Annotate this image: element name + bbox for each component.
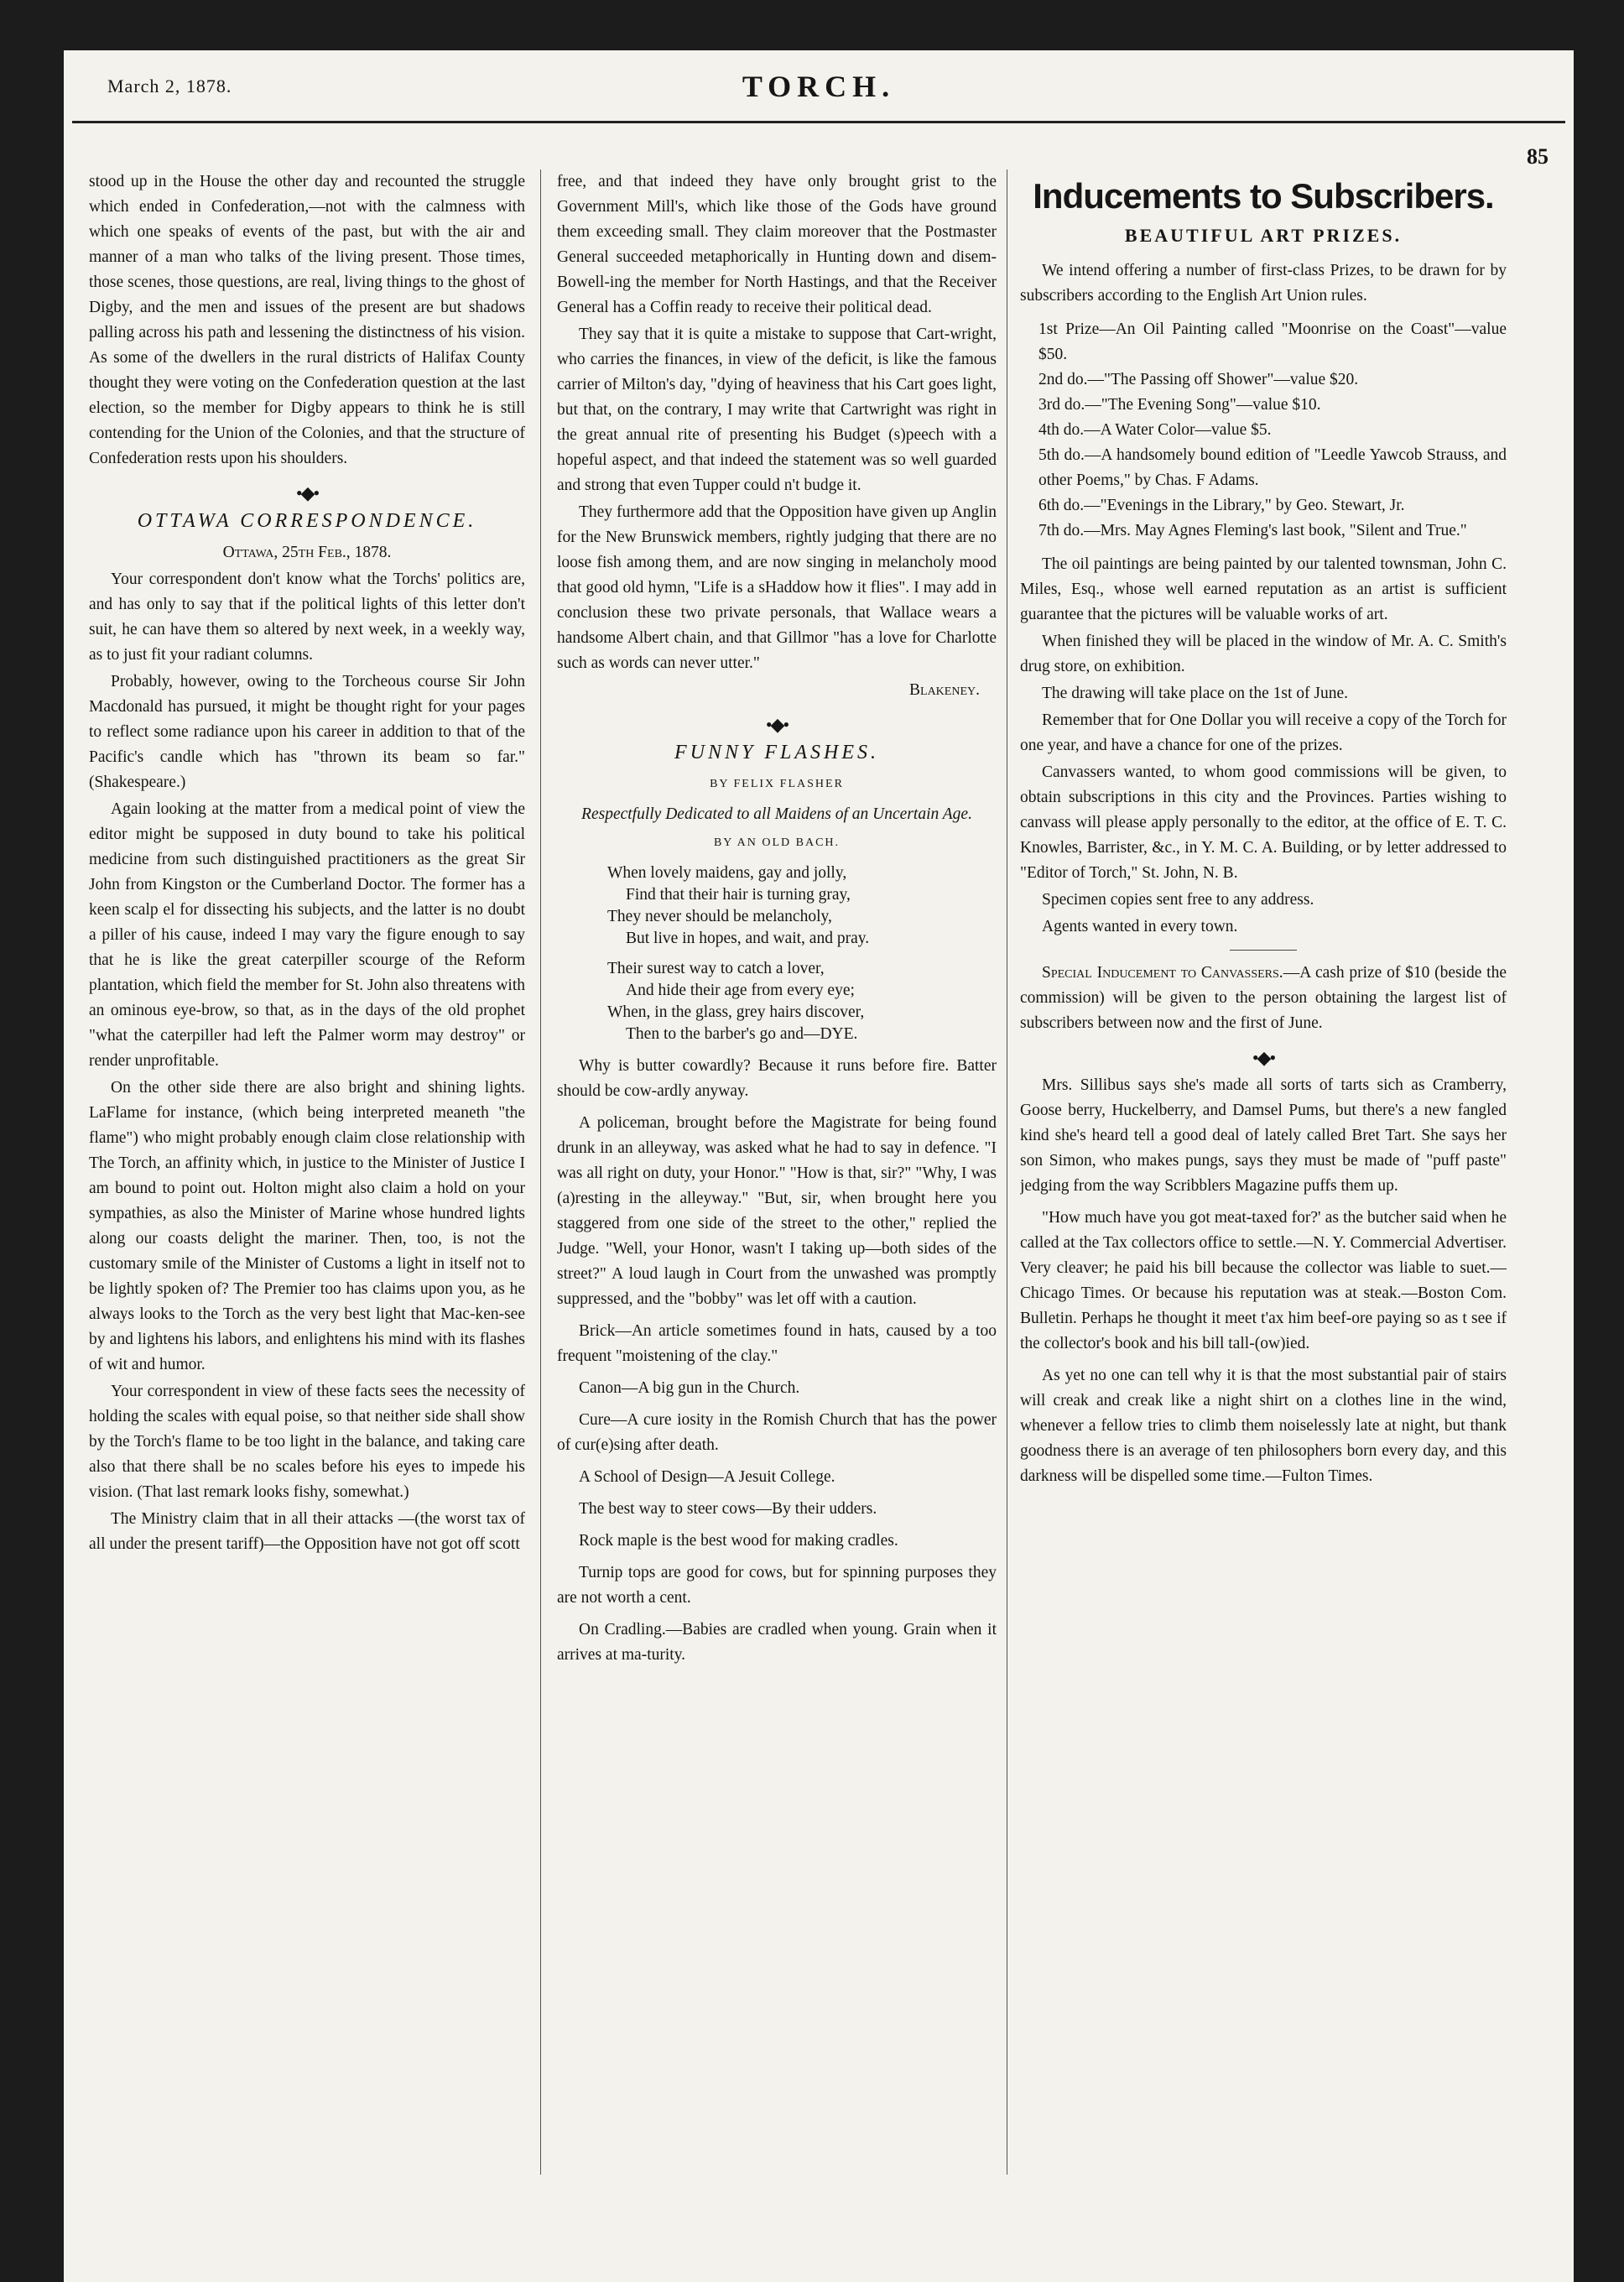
section-heading: OTTAWA CORRESPONDENCE. bbox=[137, 510, 477, 532]
byline: BY FELIX FLASHER bbox=[710, 778, 844, 790]
paragraph: Probably, however, owing to the Torcheous course Sir John Macdonald has pursued, it might be thought right for your pages to reflect some radiance upon his career in addition to that of the Pacific's candle which has "thrown its beam so far." (Shakespeare.) bbox=[89, 673, 525, 791]
paragraph: free, and that indeed they have only brought grist to the Government Mill's, which like those of the Gods have ground them exceeding small. They claim moreover that the Postmaster General succeeded metaphorically in Hunting down and disem-Bowell-ing the member for North Hastings, and that the Receiver General has a Coffin ready to receive their political dead. bbox=[557, 173, 997, 316]
special-notice bbox=[1020, 961, 1507, 1036]
paragraph: stood up in the House the other day and recounted the struggle which ended in Confederation,—not with the calmness with which one speaks of events of the past, but with the air and manner of a man who talks of the living present. Those times, those scenes, those questions, are real, living things to the ghost of Digby, and the men and issues of the present are but shadows palling across his path and lessening the distinctness of his vision. As some of the dwellers in the rural districts of Halifax County thought they were voting on the Confederation question at the last election, so the member for Digby appears to think he is still contending for the Union of the Colonies, and that the structure of Confederation rests upon his shoulders. bbox=[89, 173, 525, 467]
notice-label: Special Inducement to Canvassers. bbox=[1042, 964, 1283, 982]
poem-stanza bbox=[607, 958, 997, 1045]
verse-line: And hide their age from every eye; bbox=[626, 982, 855, 999]
prize-list bbox=[1020, 317, 1507, 544]
divider bbox=[1230, 950, 1297, 951]
section-ornament: •◆• bbox=[1252, 1047, 1275, 1068]
issue-date: March 2, 1878. bbox=[107, 76, 232, 96]
paragraph: The Ministry claim that in all their attacks —(the worst tax of all under the present tariff)—the Opposition have not got off scott bbox=[89, 1510, 525, 1553]
masthead-title: TORCH. bbox=[742, 70, 896, 103]
paragraph: Agents wanted in every town. bbox=[1042, 918, 1238, 935]
paragraph: Canvassers wanted, to whom good commissions will be given, to obtain subscriptions in this city and the Provinces. Parties wishing to canvass will please apply personally to the editor, at the office of E. T. C. Knowles, Barrister, &c., in Y. M. C. A. Building, or by letter addressed to "Editor of Torch," St. John, N. B. bbox=[1020, 763, 1507, 882]
prize-item: 7th do.—Mrs. May Agnes Fleming's last book, "Silent and True." bbox=[1038, 522, 1467, 539]
paragraph: Specimen copies sent free to any address. bbox=[1042, 891, 1314, 909]
paragraph: When finished they will be placed in the window of Mr. A. C. Smith's drug store, on exhibition. bbox=[1020, 633, 1507, 675]
dedication: Respectfully Dedicated to all Maidens of an Uncertain Age. bbox=[581, 805, 972, 823]
verse-line: Find that their hair is turning gray, bbox=[626, 886, 851, 904]
joke: Canon—A big gun in the Church. bbox=[579, 1379, 800, 1397]
joke: Turnip tops are good for cows, but for spinning purposes they are not worth a cent. bbox=[557, 1564, 997, 1607]
advert-subtitle: BEAUTIFUL ART PRIZES. bbox=[1124, 225, 1403, 246]
header-rule bbox=[72, 121, 1565, 123]
joke: On Cradling.—Babies are cradled when young. Grain when it arrives at ma-turity. bbox=[557, 1621, 997, 1664]
paragraph: We intend offering a number of first-class Prizes, to be drawn for by subscribers according to the English Art Union rules. bbox=[1020, 262, 1507, 305]
notice-text: —A cash prize of $10 (beside the commission) will be given to the person obtaining the largest list of subscribers between now and the first of June. bbox=[1020, 964, 1507, 1032]
section-ornament: •◆• bbox=[765, 714, 789, 735]
paragraph: On the other side there are also bright and shining lights. LaFlame for instance, (which being interpreted meaneth "the flame") who might probably enough claim close relationship with The Torch, an affinity which, in justice to the Minister of Justice I am bound to point out. Holton might also claim a hold on your sympathies, as also the Minister of Marine whose hundred lights along our coasts delight the mariner. Then, too, is not the customary smile of the Minister of Customs a light in itself not to be lightly spoken of? The Premier too has claims upon you, as he always looks to the Torch as the very best light that Mac-ken-see by and lightens his labors, and enlightens his mind with its flashes of wit and humor. bbox=[89, 1079, 525, 1373]
verse-line: Then to the barber's go and—DYE. bbox=[626, 1025, 858, 1043]
joke: Brick—An article sometimes found in hats, caused by a too frequent "moistening of the clay." bbox=[557, 1322, 997, 1365]
verse-line: Their surest way to catch a lover, bbox=[607, 960, 825, 977]
column-right bbox=[1020, 169, 1507, 2183]
paragraph: They furthermore add that the Opposition have given up Anglin for the New Brunswick members, rightly judging that there are no loose fish among them, and are now singing in melancholy mood that good old hymn, "Life is a sHaddow how it flies". I may add in conclusion these two private personals, that Wallace wears a handsome Albert chain, and that Gillmor "has a love for Charlotte such as words can never utter." bbox=[557, 503, 997, 672]
prize-item: 5th do.—A handsomely bound edition of "Leedle Yawcob Strauss, and other Poems," by Chas. F Adams. bbox=[1038, 446, 1507, 489]
newspaper-page bbox=[64, 50, 1574, 2282]
verse-line: They never should be melancholy, bbox=[607, 908, 832, 925]
paragraph: The drawing will take place on the 1st of June. bbox=[1042, 685, 1348, 702]
verse-line: When lovely maidens, gay and jolly, bbox=[607, 864, 847, 882]
prize-item: 6th do.—"Evenings in the Library," by Geo. Stewart, Jr. bbox=[1038, 497, 1405, 514]
signature: Blakeney. bbox=[909, 681, 980, 699]
prize-item: 4th do.—A Water Color—value $5. bbox=[1038, 421, 1272, 439]
paragraph: "How much have you got meat-taxed for?' as the butcher said when he called at the Tax collectors office to settle.—N. Y. Commercial Advertiser. Very cleaver; he paid his bill because the collector was liable to suet.—Chicago Times. Or because his reputation was at steak.—Boston Com. Bulletin. Perhaps he thought it meet t'ax him beef-ore paying so as t see if the collector's book and his bill tall-(ow)ied. bbox=[1020, 1209, 1507, 1352]
column-left bbox=[89, 169, 525, 2141]
column-divider bbox=[540, 169, 541, 2175]
paragraph: Remember that for One Dollar you will receive a copy of the Torch for one year, and have a chance for one of the prizes. bbox=[1020, 711, 1507, 754]
joke: A policeman, brought before the Magistrate for being found drunk in an alleyway, was asked what he had to say in defence. "I was all right on duty, your Honor." "How is that, sir?" "Why, I was (a)resting in the alleyway." "But, sir, when brought here you staggered from one side of the street to the other," replied the Judge. "Well, your Honor, wasn't I taking up—both sides of the street?" A loud laugh in Court from the unwashed was promptly suppressed, and the "bobby" was let off with a caution. bbox=[557, 1114, 997, 1308]
paragraph: As yet no one can tell why it is that the most substantial pair of stairs will creak and creak like a night shirt on a clothes line in the wind, whenever a fellow tries to climb them noiselessly late at night, but thank goodness there is an average of ten philosophers born every day, and this darkness will be dispelled some time.—Fulton Times. bbox=[1020, 1367, 1507, 1485]
poem-stanza bbox=[607, 862, 997, 950]
section-ornament: •◆• bbox=[295, 482, 319, 503]
prize-item: 2nd do.—"The Passing off Shower"—value $20. bbox=[1038, 371, 1359, 388]
verse-line: When, in the glass, grey hairs discover, bbox=[607, 1003, 865, 1021]
dateline: Ottawa, 25th Feb., 1878. bbox=[222, 544, 392, 561]
paragraph: Your correspondent don't know what the Torchs' politics are, and has only to say that if the political lights of this letter don't suit, he can have them so altered by next week, in a weekly way, as to just fit your radiant columns. bbox=[89, 570, 525, 664]
column-middle bbox=[557, 169, 997, 2183]
paragraph: Again looking at the matter from a medical point of view the editor might be supposed in duty bound to take his political medicine from such distinguished practitioners as the great Sir John from Kingston or the Cumberland Doctor. The former has a keen scalp el for dissecting his subjects, and the latter is no doubt a piller of his cause, indeed I may vary the figure enough to say that he is like the great caterpiller scourge of the Reform plantation, which field the member for St. John also threatens with an ominous eye-brow, so that, as in the days of the old prophet "what the caterpiller had left the Palmer worm may destroy" or render unprofitable. bbox=[89, 800, 525, 1070]
joke: The best way to steer cows—By their udders. bbox=[579, 1500, 877, 1518]
verse-line: But live in hopes, and wait, and pray. bbox=[626, 930, 870, 947]
joke: Cure—A cure iosity in the Romish Church that has the power of cur(e)sing after death. bbox=[557, 1411, 997, 1454]
prize-item: 1st Prize—An Oil Painting called "Moonrise on the Coast"—value $50. bbox=[1038, 320, 1507, 363]
joke: Rock maple is the best wood for making cradles. bbox=[579, 1532, 898, 1550]
paragraph: Mrs. Sillibus says she's made all sorts of tarts sich as Cramberry, Goose berry, Huckelberry, and Damsel Pums, but there's a new fangled kind she's heard tell a good deal of lately called Bret Tart. She says her son Simon, who makes pungs, says they must be made of "puff paste" jedging from the way Scribblers Magazine puffs them up. bbox=[1020, 1076, 1507, 1195]
paragraph: Your correspondent in view of these facts sees the necessity of holding the scales with equal poise, so that neither side shall show by the Torch's flame to be too light in the balance, and taking care also that there shall be no scales before his eyes to impede his vision. (That last remark looks fishy, somewhat.) bbox=[89, 1383, 525, 1501]
page-number: 85 bbox=[1527, 144, 1549, 169]
paragraph: The oil paintings are being painted by our talented townsman, John C. Miles, Esq., whose well earned reputation as an artist is sufficient guarantee that the pictures will be valuable works of art. bbox=[1020, 555, 1507, 623]
advert-title: Inducements to Subscribers. bbox=[1033, 176, 1494, 216]
section-heading: FUNNY FLASHES. bbox=[674, 742, 879, 763]
joke: Why is butter cowardly? Because it runs before fire. Batter should be cow-ardly anyway. bbox=[557, 1057, 997, 1100]
paragraph: They say that it is quite a mistake to suppose that Cart-wright, who carries the finances, in view of the deficit, is like the famous carrier of Milton's day, "dying of heaviness that his Cart goes light, but that, on the contrary, I may write that Cartwright was right in the great annual rite of presenting his Budget (s)peech with a hopeful aspect, and that indeed the statement was so well guarded and strong that even Tupper could n't budge it. bbox=[557, 326, 997, 494]
joke: A School of Design—A Jesuit College. bbox=[579, 1468, 835, 1486]
byline: BY AN OLD BACH. bbox=[713, 836, 841, 849]
prize-item: 3rd do.—"The Evening Song"—value $10. bbox=[1038, 396, 1321, 414]
